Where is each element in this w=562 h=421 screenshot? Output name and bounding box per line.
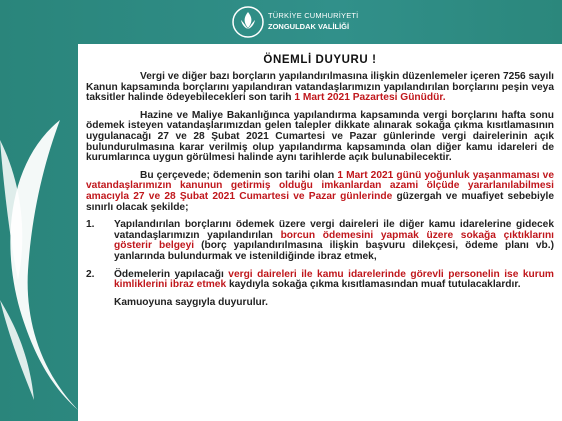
announcement-panel <box>78 44 562 421</box>
p3-text-b: güzergah ve muafiyet sebebiyle sınırlı olacak şekilde; <box>86 190 554 213</box>
org-line-1: TÜRKİYE CUMHURİYETİ <box>268 11 359 20</box>
item1-text-b: (borç yapılandırılmasına ilişkin başvuru dilekçesi, ödeme planı vb.) yanlarında bulundurmak ve istenildiğinde ibraz etmek, <box>114 240 554 262</box>
item2-text-a: Ödemelerin yapılacağı <box>114 268 224 280</box>
list-item <box>86 220 554 262</box>
p3-highlight: 1 Mart 2021 günü yoğunluk yaşanmaması ve vatandaşlarımızın kanunun getirmiş olduğu imkanlardan azami ölçüde yararlanılabilmesi amacıyla 27 ve 28 Şubat 2021 Cumartesi ve Pazar günlerinde <box>86 169 554 202</box>
crescent-tulip-decoration <box>0 120 80 410</box>
announcement-title: ÖNEMLİ DUYURU ! <box>263 54 377 66</box>
paragraph-1 <box>86 72 554 104</box>
p1-text: Vergi ve diğer bazı borçların yapılandırılmasına ilişkin düzenlemeler içeren 7256 sayılı Kanun kapsamında borçlarını yapılandıran vatandaşlarımızın yapılandırılan borçlarını peşin veya taksitler halinde ödeyebilecekleri son tarih <box>86 71 554 104</box>
list-number: 2. <box>86 268 95 280</box>
announcement-body <box>86 72 554 308</box>
paragraph-2 <box>86 111 554 164</box>
org-header <box>268 10 358 32</box>
list-text <box>114 220 554 262</box>
org-line-2: ZONGULDAK VALİLİĞİ <box>268 22 350 31</box>
item2-text-b: kaydıyla sokağa çıkma kısıtlamasından muaf tutulacaklardır. <box>228 279 521 291</box>
closing-line: Kamuoyuna saygıyla duyurulur. <box>114 296 268 308</box>
p1-deadline: 1 Mart 2021 Pazartesi Günüdür. <box>294 92 446 104</box>
item1-highlight: borcun ödemesini yapmak üzere sokağa çıktıklarını gösterir belgeyi <box>114 229 554 252</box>
list-item <box>86 270 554 291</box>
list-number: 1. <box>86 219 95 231</box>
p3-text-a: Bu çerçevede; ödemenin son tarihi olan <box>140 169 335 181</box>
paragraph-3 <box>86 171 554 213</box>
item1-text-a: Yapılandırılan borçlarını ödemek üzere vergi daireleri ile diğer kamu idarelerine gidecek vatandaşlarımızın yapılandırılan <box>114 219 554 241</box>
p2-text: Hazine ve Maliye Bakanlığınca yapılandırma kapsamında vergi borçlarını hafta sonu ödemek isteyen vatandaşlarımızdan gelen talepler dikkate alınarak sokağa çıkma kısıtlamasının uygulanacağı 27 ve 28 Şubat 2021 Cumartesi ve Pazar günlerinde vergi dairelerinin açık bulundurulmasına karar verilmiş olup yapılandırma kapsamında olan diğer kamu idareleri de kurumlarınca uygun görülmesi halinde aynı tarihlerde açık bulunabilecektir. <box>86 109 554 164</box>
list-text <box>114 270 554 291</box>
tulip-emblem-icon <box>232 6 264 38</box>
item2-highlight: vergi daireleri ile kamu idarelerinde görevli personelin ise kurum kimliklerini ibraz etmek <box>114 268 554 291</box>
